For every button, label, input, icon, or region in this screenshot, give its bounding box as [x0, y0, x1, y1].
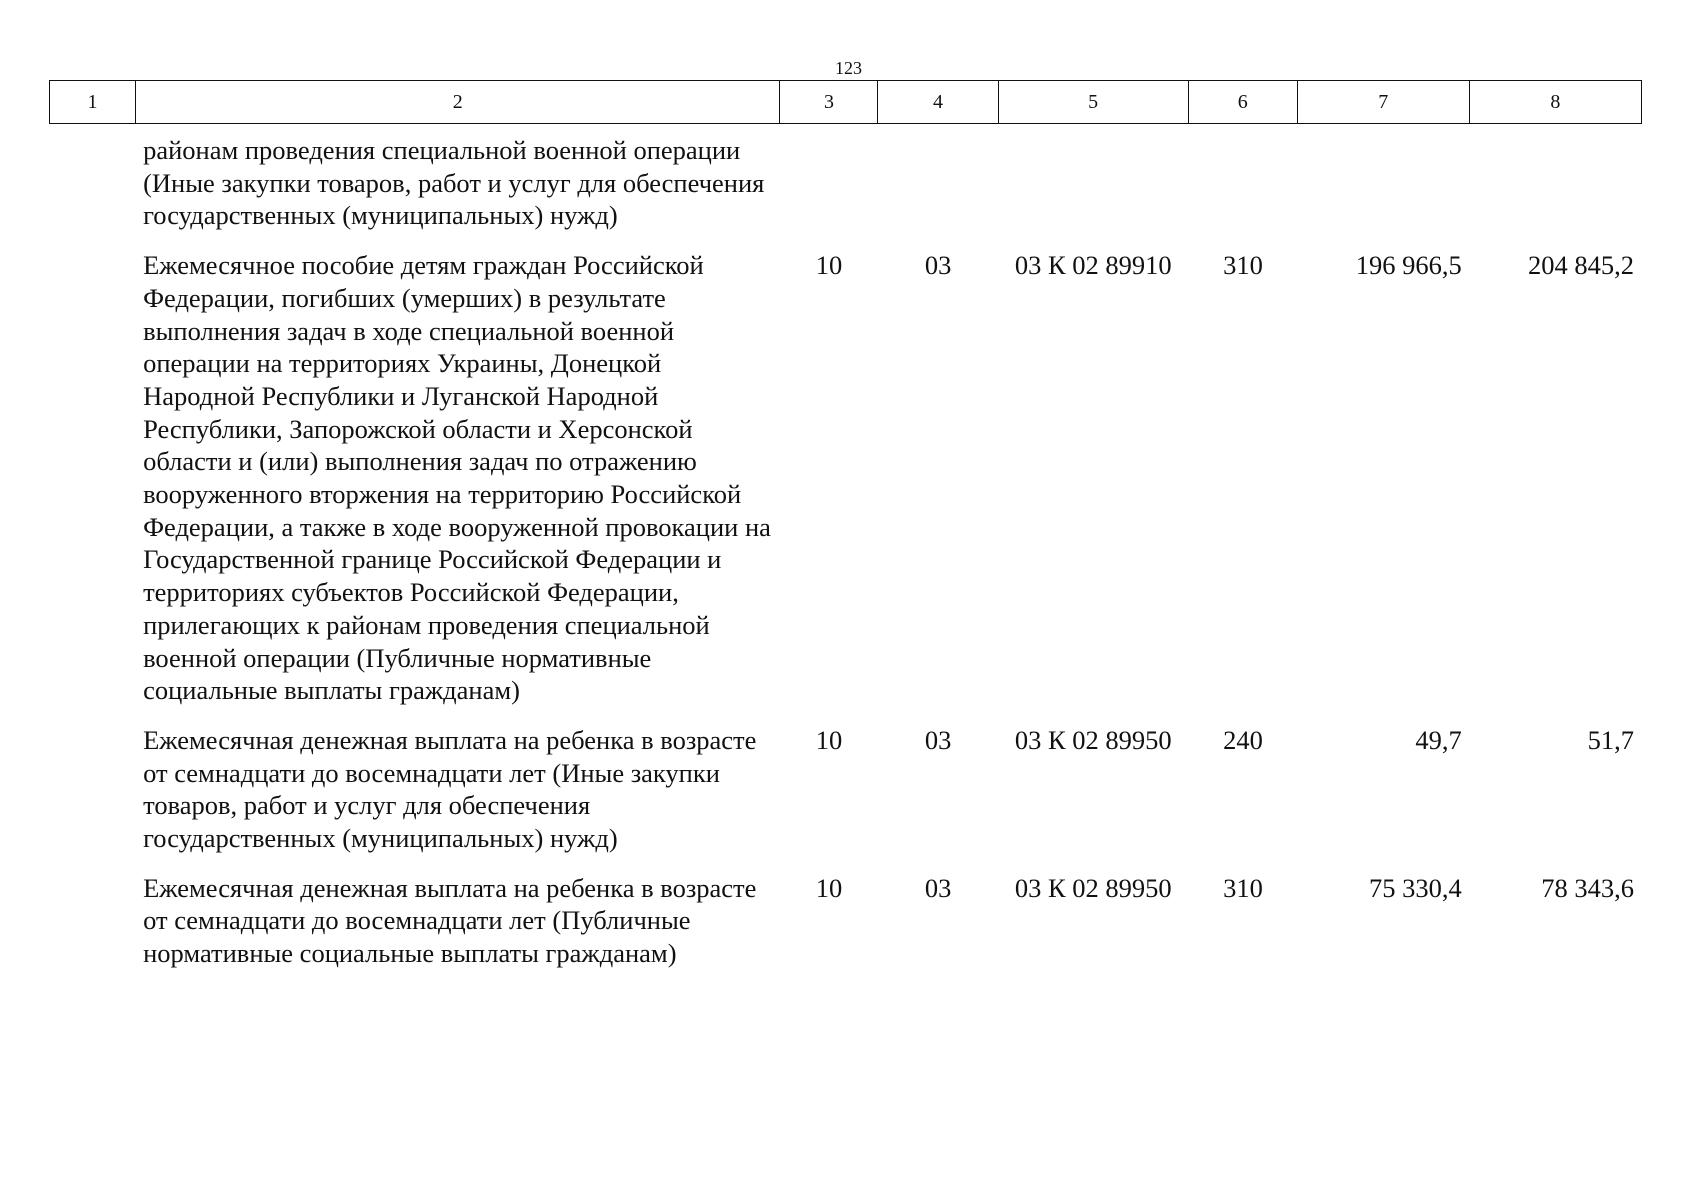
page-number: 123	[835, 58, 862, 78]
row-amount-year2: 78 343,6	[1541, 872, 1634, 903]
row-amount-year2: 51,7	[1587, 724, 1634, 755]
row-subsection: 03	[924, 872, 952, 903]
row-subsection: 03	[924, 250, 952, 281]
row-amount-year2	[1470, 134, 1642, 249]
row-expense-type: 310	[1223, 872, 1263, 903]
row-subsection: 03	[924, 724, 952, 755]
row-amount-year1: 75 330,4	[1368, 872, 1462, 903]
header-col-8: 8	[1469, 81, 1641, 124]
row-expense-type: 310	[1223, 250, 1263, 281]
row-section: 10	[815, 250, 843, 281]
header-col-3: 3	[780, 81, 878, 124]
header-col-7: 7	[1297, 81, 1469, 124]
row-amount-year1: 49,7	[1415, 724, 1462, 755]
row-target-code: 03 К 02 89950	[1014, 724, 1172, 755]
header-col-4: 4	[878, 81, 998, 124]
row-section: 10	[815, 724, 843, 755]
header-col-6: 6	[1188, 81, 1297, 124]
header-col-5: 5	[998, 81, 1188, 124]
header-col-1: 1	[50, 81, 136, 124]
row-description: Ежемесячная денежная выплата на ребенка в возрасте от семнадцати до восемнадцати лет (Иные закупки товаров, работ и услуг для обеспечения государственных (муниципальных) нужд)	[143, 724, 757, 854]
row-amount-year2: 204 845,2	[1528, 250, 1634, 281]
row-expense-type	[1188, 134, 1297, 249]
row-expense-type: 240	[1223, 724, 1263, 755]
row-section	[780, 134, 878, 249]
budget-table-body	[49, 134, 1642, 987]
header-col-2: 2	[136, 81, 780, 124]
row-target-code: 03 К 02 89910	[1014, 250, 1172, 281]
row-description: Ежемесячное пособие детям граждан Российской Федерации, погибших (умерших) в результате выполнения задач в ходе специальной военной операции на территориях Украины, Донецкой Народной Республики и Луганской Народной Республики, Запорожской области и Херсонской области и (или) выполнения задач по отражению вооруженного вторжения на территорию Российской Федерации, а также в ходе вооруженной провокации на Государственной границе Российской Федерации и территориях субъектов Российской Федерации, прилегающих к районам проведения специальной военной операции (Публичные нормативные социальные выплаты гражданам)	[143, 250, 771, 706]
row-target-code	[998, 134, 1188, 249]
row-section: 10	[815, 872, 843, 903]
row-description: районам проведения специальной военной операции (Иные закупки товаров, работ и услуг для обеспечения государственных (муниципальных) нужд)	[143, 135, 765, 231]
table-row	[49, 134, 1642, 249]
row-amount-year1	[1298, 134, 1470, 249]
column-number-header	[49, 80, 1642, 124]
table-row	[49, 872, 1642, 987]
row-subsection	[878, 134, 998, 249]
row-amount-year1: 196 966,5	[1355, 250, 1462, 281]
table-row	[49, 724, 1642, 872]
table-row	[49, 249, 1642, 724]
row-description: Ежемесячная денежная выплата на ребенка в возрасте от семнадцати до восемнадцати лет (Публичные нормативные социальные выплаты гражданам)	[143, 872, 757, 969]
row-target-code: 03 К 02 89950	[1014, 872, 1172, 903]
